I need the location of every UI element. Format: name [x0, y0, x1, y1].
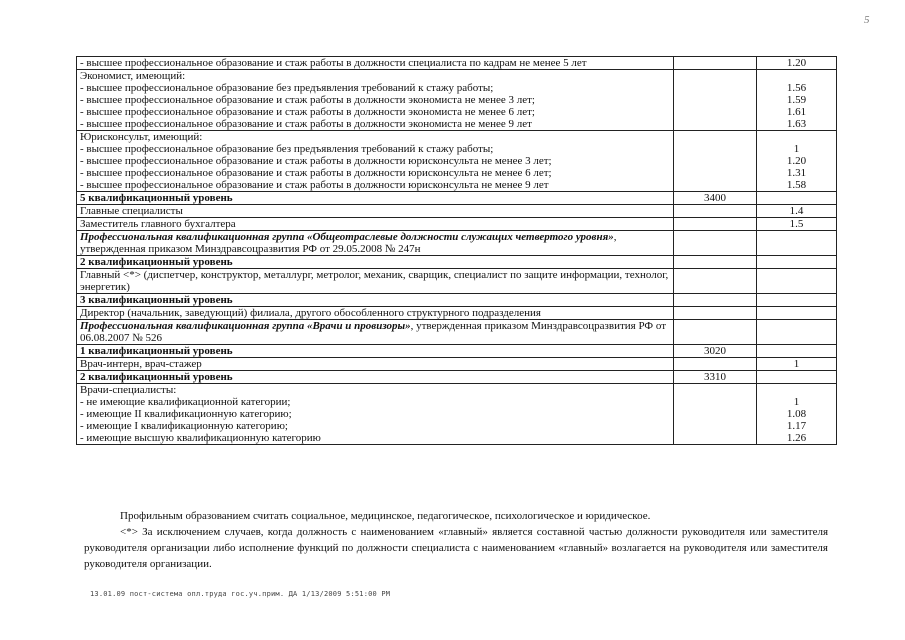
position-cell [77, 358, 674, 371]
salary-cell [674, 294, 757, 307]
coefficient-cell [757, 256, 837, 269]
group-title: Профессиональная квалификационная группа «Общеотраслевые должности служащих четвертого уровня» [80, 231, 614, 243]
coefficient-cell [757, 218, 837, 231]
position-line: - высшее профессиональное образование и стаж работы в должности экономиста не менее 6 лет; [80, 106, 535, 118]
coefficient-value: 1 [793, 358, 800, 370]
coefficient-value: 1.63 [786, 118, 807, 130]
table-row [77, 70, 837, 131]
position-cell [77, 205, 674, 218]
position-line: Экономист, имеющий: [80, 70, 186, 82]
position-line: Директор (начальник, заведующий) филиала, другого обособленного структурного подразделения [80, 307, 541, 319]
position-line: Главные специалисты [80, 205, 183, 217]
coefficient-value: 1 [793, 143, 800, 155]
footer-stamp: 13.01.09 пост-система опл.труда гос.уч.прим. ДА 1/13/2009 5:51:00 PM [90, 590, 391, 598]
table-row [77, 307, 837, 320]
position-cell [77, 231, 674, 256]
coefficient-value: 1.61 [786, 106, 807, 118]
table-row [77, 231, 837, 256]
group-title: Профессиональная квалификационная группа «Врачи и провизоры» [80, 320, 411, 332]
position-cell [77, 345, 674, 358]
coefficient-value: 1.56 [786, 82, 807, 94]
coefficient-cell [757, 294, 837, 307]
position-line: Юрисконсульт, имеющий: [80, 131, 203, 143]
notes [84, 508, 828, 572]
position-cell [77, 218, 674, 231]
salary-cell [674, 131, 757, 192]
position-line: - высшее профессиональное образование без предъявления требований к стажу работы; [80, 82, 494, 94]
position-line: - имеющие II квалификационную категорию; [80, 408, 292, 420]
position-cell [77, 307, 674, 320]
qualification-table [76, 56, 837, 445]
coefficient-cell [757, 57, 837, 70]
table-row [77, 345, 837, 358]
table-row [77, 294, 837, 307]
coefficient-cell [757, 192, 837, 205]
group-order: , утвержденная приказом Минздравсоцразвития РФ от 06.08.2007 № 526 [80, 320, 667, 344]
position-line: - высшее профессиональное образование и стаж работы в должности юрисконсульта не менее 9 лет [80, 179, 549, 191]
table-row [77, 384, 837, 445]
coefficient-value: 1.31 [786, 167, 807, 179]
salary-cell [674, 205, 757, 218]
coefficient-value: 1.08 [786, 408, 807, 420]
position-line: - высшее профессиональное образование и стаж работы в должности экономиста не менее 3 лет; [80, 94, 535, 106]
level-heading: 5 квалификационный уровень [80, 192, 233, 204]
salary-cell: 3400 [674, 192, 757, 205]
coefficient-value: 1.58 [786, 179, 807, 191]
group-order: , утвержденная приказом Минздравсоцразвития РФ от 29.05.2008 № 247н [80, 231, 617, 255]
position-line: - высшее профессиональное образование и стаж работы в должности юрисконсульта не менее 6 лет; [80, 167, 552, 179]
salary-cell [674, 384, 757, 445]
position-cell [77, 131, 674, 192]
position-line: - высшее профессиональное образование и стаж работы в должности юрисконсульта не менее 3 лет; [80, 155, 552, 167]
salary-cell [674, 307, 757, 320]
position-text: Главный <*> (диспетчер, конструктор, металлург, метролог, механик, сварщик, специалист по защите информации, технолог, энергетик) [80, 269, 669, 293]
coefficient-cell [757, 345, 837, 358]
table-row [77, 371, 837, 384]
level-heading: 2 квалификационный уровень [80, 256, 233, 268]
salary-cell: 3020 [674, 345, 757, 358]
position-line: Заместитель главного бухгалтера [80, 218, 236, 230]
coefficient-value: 1.4 [789, 205, 804, 217]
coefficient-cell [757, 231, 837, 256]
coefficient-cell [757, 371, 837, 384]
table-row [77, 192, 837, 205]
level-heading: 3 квалификационный уровень [80, 294, 233, 306]
position-line: Врачи-специалисты: [80, 384, 177, 396]
coefficient-cell [757, 358, 837, 371]
coefficient-value: 1.20 [786, 57, 807, 69]
table-row [77, 205, 837, 218]
position-line: - высшее профессиональное образование и стаж работы в должности специалиста по кадрам не менее 5 лет [80, 57, 587, 69]
position-cell [77, 294, 674, 307]
salary-cell [674, 269, 757, 294]
salary-cell: 3310 [674, 371, 757, 384]
position-cell [77, 192, 674, 205]
page-number: 5 [864, 14, 870, 26]
coefficient-value: 1.17 [786, 420, 807, 432]
position-cell [77, 70, 674, 131]
position-line: - имеющие высшую квалификационную категорию [80, 432, 321, 444]
level-heading: 1 квалификационный уровень [80, 345, 233, 357]
coefficient-cell [757, 205, 837, 218]
position-line: - высшее профессиональное образование без предъявления требований к стажу работы; [80, 143, 494, 155]
position-cell [77, 57, 674, 70]
level-heading: 2 квалификационный уровень [80, 371, 233, 383]
salary-cell [674, 256, 757, 269]
position-cell [77, 371, 674, 384]
table-row [77, 57, 837, 70]
coefficient-cell [757, 269, 837, 294]
coefficient-cell [757, 384, 837, 445]
table-row [77, 131, 837, 192]
coefficient-cell [757, 70, 837, 131]
position-cell [77, 256, 674, 269]
table-row [77, 256, 837, 269]
salary-cell [674, 358, 757, 371]
position-line: Врач-интерн, врач-стажер [80, 358, 202, 370]
table-row [77, 358, 837, 371]
coefficient-value: 1.59 [786, 94, 807, 106]
position-cell [77, 320, 674, 345]
coefficient-value: 1.20 [786, 155, 807, 167]
position-line: - не имеющие квалификационной категории; [80, 396, 291, 408]
coefficient-value: 1.5 [789, 218, 804, 230]
salary-cell [674, 231, 757, 256]
position-line: - имеющие I квалификационную категорию; [80, 420, 288, 432]
position-cell [77, 384, 674, 445]
salary-cell [674, 218, 757, 231]
table-row [77, 320, 837, 345]
position-line: - высшее профессиональное образование и стаж работы в должности экономиста не менее 9 лет [80, 118, 532, 130]
coefficient-cell [757, 307, 837, 320]
coefficient-value: 1.26 [786, 432, 807, 444]
coefficient-cell [757, 320, 837, 345]
table-row [77, 218, 837, 231]
table-row [77, 269, 837, 294]
coefficient-cell [757, 131, 837, 192]
salary-cell [674, 70, 757, 131]
salary-cell [674, 57, 757, 70]
position-cell [77, 269, 674, 294]
note-footnote: <*> За исключением случаев, когда должность с наименованием «главный» является составной частью должности руководителя или заместителя руководителя организации либо исполнение функций по должности специалиста с наименованием «главный» возлагается на руководителя или заместителя руководителя организации. [84, 526, 828, 570]
note-profile-education: Профильным образованием считать социальное, медицинское, педагогическое, психологическое и юридическое. [120, 510, 651, 522]
salary-cell [674, 320, 757, 345]
coefficient-value: 1 [793, 396, 800, 408]
